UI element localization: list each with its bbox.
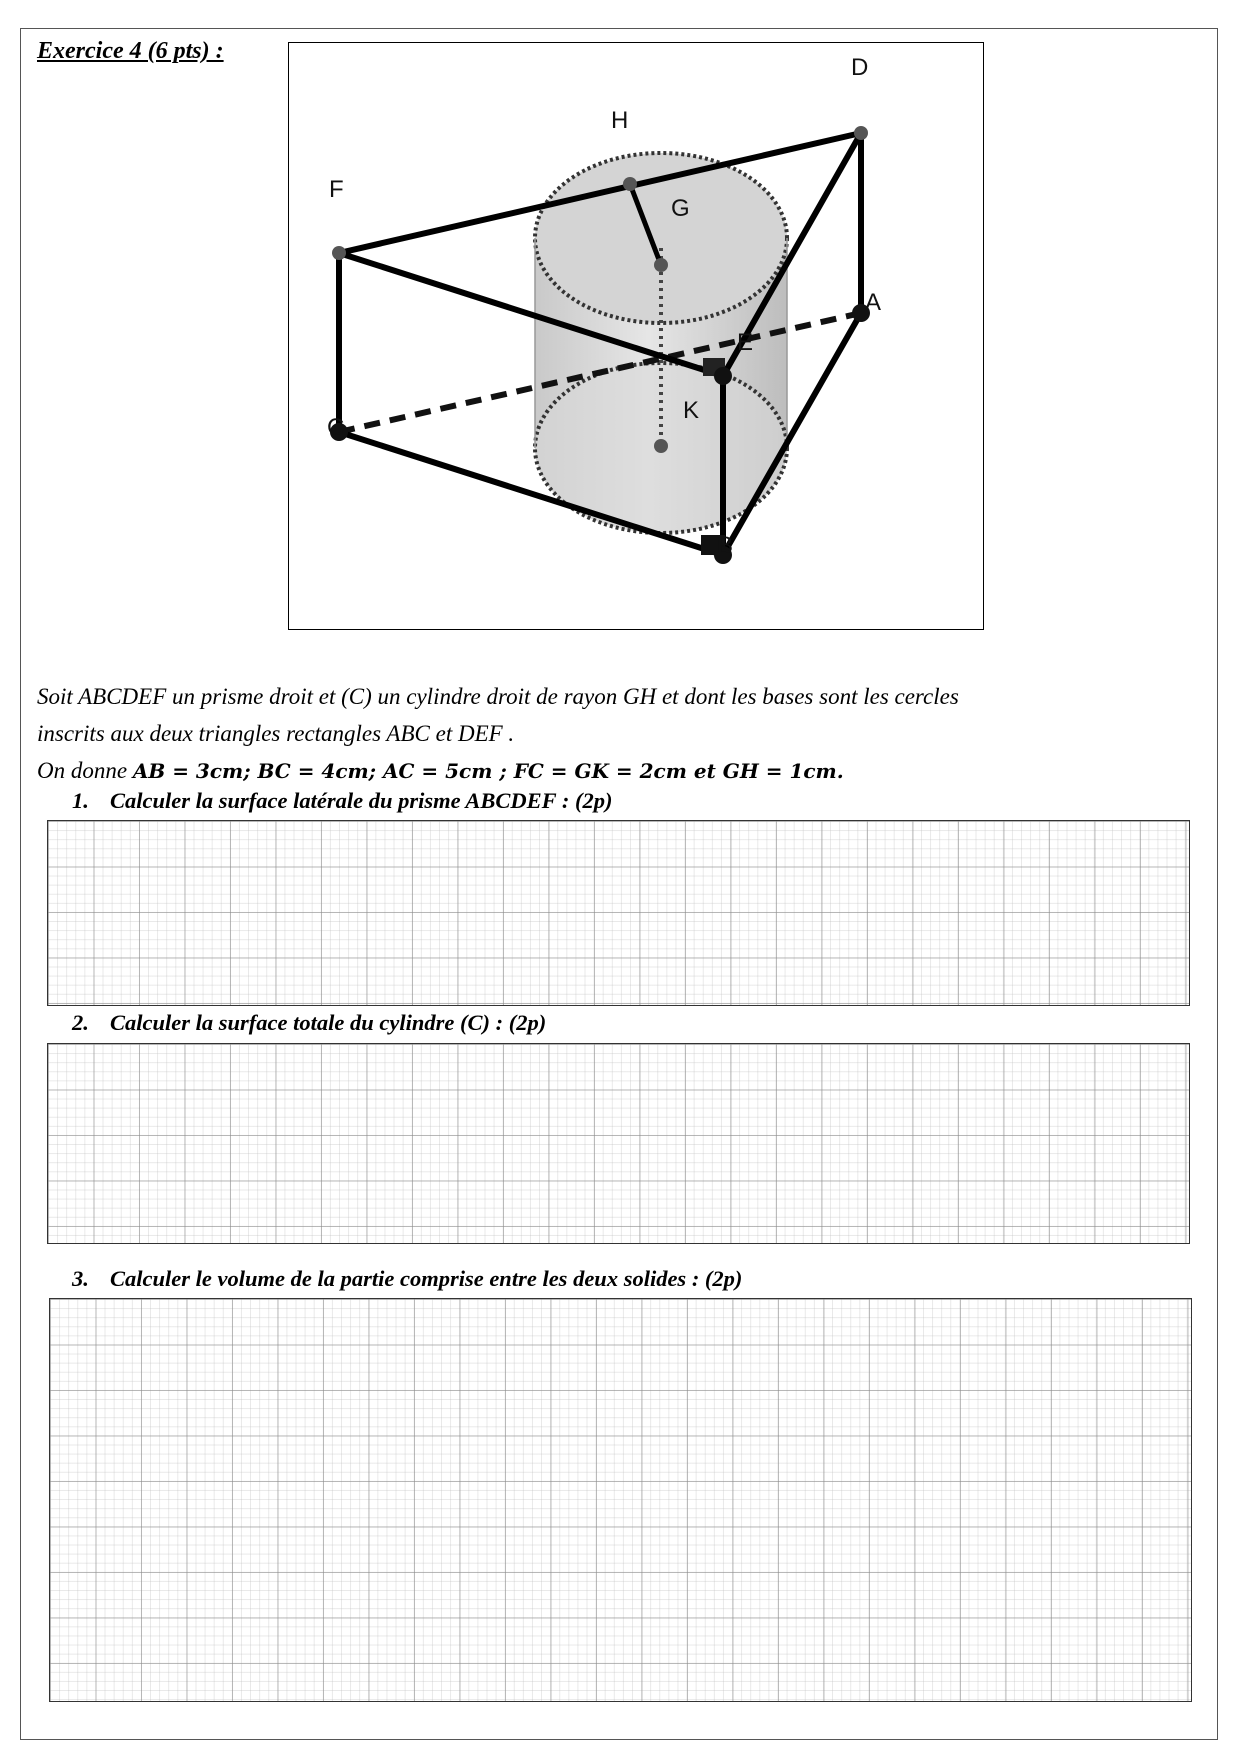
point-D [854,126,868,140]
statement-line-2: inscrits aux deux triangles rectangles ABC et DEF . [37,721,515,746]
answer-grid-2[interactable] [47,1043,1190,1244]
given-prefix: On donne [37,758,133,783]
label-H: H [611,107,629,134]
point-K [654,439,668,453]
answer-grid-3[interactable] [49,1298,1192,1702]
exercise-title: Exercice 4 (6 pts) : [37,38,224,64]
label-D: D [851,54,869,81]
label-K: K [683,397,700,424]
answer-grid-1[interactable] [47,820,1190,1006]
question-1-text: Calculer la surface latérale du prisme ABCDEF : (2p) [110,788,613,813]
given-values: AB = 3cm; BC = 4cm; AC = 5cm ; FC = GK = 2cm et GH = 1cm. [132,759,844,783]
question-2 [72,1010,546,1036]
question-3-number: 3. [72,1266,89,1291]
point-F [332,246,346,260]
statement-line-1: Soit ABCDEF un prisme droit et (C) un cylindre droit de rayon GH et dont les bases sont les cercles [37,684,959,709]
prism-cylinder-figure [288,42,984,630]
label-A: A [865,289,882,316]
label-C: C [327,414,345,441]
point-G [654,258,668,272]
label-B: B [717,532,734,559]
question-1-number: 1. [72,788,89,813]
problem-statement [37,678,1207,790]
point-E [714,367,732,385]
label-G: G [671,195,690,222]
question-2-text: Calculer la surface totale du cylindre (C) : (2p) [110,1010,547,1035]
point-H [623,177,637,191]
question-3 [72,1266,742,1292]
statement-given [37,752,1207,790]
question-2-number: 2. [72,1010,89,1035]
label-F: F [329,176,344,203]
label-E: E [737,329,754,356]
question-3-text: Calculer le volume de la partie comprise entre les deux solides : (2p) [110,1266,743,1291]
question-1 [72,788,613,814]
figure-svg [289,43,982,628]
